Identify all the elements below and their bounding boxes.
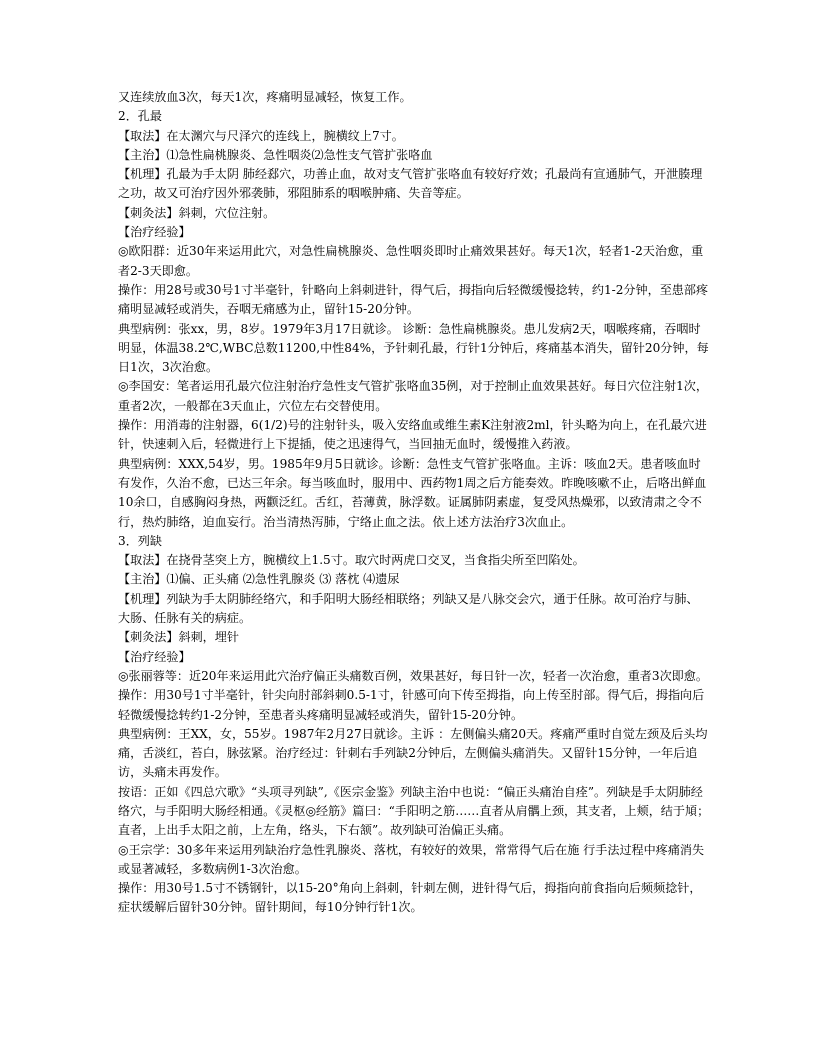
document-page bbox=[118, 88, 710, 918]
text-line: 按语：正如《四总穴歌》“头项寻列缺”,《医宗金鉴》列缺主治中也说：“偏正头痛治自痊”。列缺是手太阴肺经络穴，与手阳明大肠经相通。《灵枢◎经筋》篇曰：“手阳明之筋……直者从肩髃上颈，其支者，上颊，结于頄；直者，上出手太阳之前，上左角，络头，下右颔”。故列缺可治偏正头痛。 bbox=[118, 784, 710, 838]
text-line: 【机理】孔最为手太阴 肺经郄穴，功善止血，故对支气管扩张咯血有较好疗效；孔最尚有宣通肺气，开泄腠理之功，故又可治疗因外邪袭肺，邪阻肺系的咽喉肿痛、失音等症。 bbox=[118, 167, 703, 201]
text-line: 又连续放血3次，每天1次，疼痛明显减轻，恢复工作。 bbox=[118, 90, 412, 104]
text-line: ◎欧阳群：近30年来运用此穴，对急性扁桃腺炎、急性咽炎即时止痛效果甚好。每天1次，轻者1-2天治愈，重者2-3天即愈。 bbox=[118, 244, 704, 278]
section-heading: 3．列缺 bbox=[118, 533, 162, 548]
text-line: 典型病例：张xx，男，8岁。1979年3月17日就诊。 诊断：急性扁桃腺炎。患儿发病2天，咽喉疼痛，吞咽时明显，体温38.2℃,WBC总数11200,中性84%，予针刺孔最，行针1分钟后，疼痛基本消失，留针20分钟，每日1次，3次治愈。 bbox=[118, 321, 709, 375]
text-line: ◎李国安：笔者运用孔最穴位注射治疗急性支气管扩张咯血35例，对于控制止血效果甚好。每日穴位注射1次，重者2次，一般都在3天血止，穴位左右交替使用。 bbox=[118, 379, 708, 413]
text-line: ◎王宗学：30多年来运用列缺治疗急性乳腺炎、落枕，有较好的效果，常常得气后在施 行手法过程中疼痛消失或显著减轻，多数病例1-3次治愈。 bbox=[118, 842, 705, 876]
text-line: 【刺灸法】斜刺，穴位注射。 bbox=[118, 205, 276, 220]
text-line: 典型病例：XXX,54岁，男。1985年9月5日就诊。诊断：急性支气管扩张咯血。主诉：咳血2天。患者咳血时有发作，久治不愈，已达三年余。每当咳血时，服用中、西药物1周之后方能奏效。昨晚咳嗽不止，后咯出鲜血10余口，自感胸闷身热，两颧泛红。舌红，苔薄黄，脉浮数。证属肺阴素虚，复受风热燥邪，以致清肃之令不行，热灼肺络，迫血妄行。治当清热泻肺，宁络止血之法。依上述方法治疗3次血止。 bbox=[118, 456, 707, 529]
section-heading: 2．孔最 bbox=[118, 109, 162, 124]
text-line: 操作：用30号1.5寸不锈钢针，以15-20°角向上斜刺，针刺左侧，进针得气后，拇指向前食指向后频频捻针，症状缓解后留针30分钟。留针期间，每10分钟行针1次。 bbox=[118, 881, 702, 915]
text-line: 【取法】在挠骨茎突上方，腕横纹上1.5寸。取穴时两虎口交叉，当食指尖所至凹陷处。 bbox=[118, 553, 585, 568]
text-line: 【主治】⑴偏、正头痛 ⑵急性乳腺炎 ⑶ 落枕 ⑷遗尿 bbox=[118, 572, 400, 587]
text-line: 【刺灸法】斜刺，埋针 bbox=[118, 630, 239, 645]
text-line: 操作：用28号或30号1寸半毫针，针略向上斜刺进针，得气后，拇指向后轻微缓慢捻转，约1-2分钟，至患部疼痛明显减轻或消失，吞咽无痛感为止，留针15-20分钟。 bbox=[118, 282, 709, 317]
text-line: 【治疗经验】 bbox=[118, 649, 191, 664]
text-line: 【主治】⑴急性扁桃腺炎、急性咽炎⑵急性支气管扩张咯血 bbox=[118, 147, 433, 162]
text-line: 【机理】列缺为手太阴肺经络穴，和手阳明大肠经相联络；列缺又是八脉交会穴，通于任脉。故可治疗与肺、大肠、任脉有关的病症。 bbox=[118, 591, 699, 626]
text-line: 操作：用30号1寸半毫针，针尖向肘部斜刺0.5-1寸，针感可向下传至拇指，向上传至肘部。得气后，拇指向后轻微缓慢捻转约1-2分钟，至患者头疼痛明显减轻或消失，留针15-20分钟。 bbox=[118, 688, 705, 722]
text-line: 【取法】在太渊穴与尺泽穴的连线上，腕横纹上7寸。 bbox=[118, 128, 404, 143]
text-line: ◎张丽蓉等：近20年来运用此穴治疗偏正头痛数百例，效果甚好，每日针一次，轻者一次治愈，重者3次即愈。 bbox=[118, 668, 708, 683]
text-line: 【治疗经验】 bbox=[118, 225, 191, 240]
text-line: 操作：用消毒的注射器，6(1/2)号的注射针头，吸入安络血或维生素K注射液2ml，针头略为向上，在孔最穴进针，快速刺入后，轻微进行上下提插，使之迅速得气，当回抽无血时，缓慢推入药液。 bbox=[118, 418, 707, 452]
text-line: 典型病例：王XX，女，55岁。1987年2月27日就诊。主诉 ：左侧偏头痛20天。疼痛严重时自觉左颈及后头均痛，舌淡红，苔白，脉弦紧。治疗经过：针刺右手列缺2分钟后，左侧偏头痛消失。又留针15分钟，一年后追访，头痛未再发作。 bbox=[118, 726, 708, 780]
